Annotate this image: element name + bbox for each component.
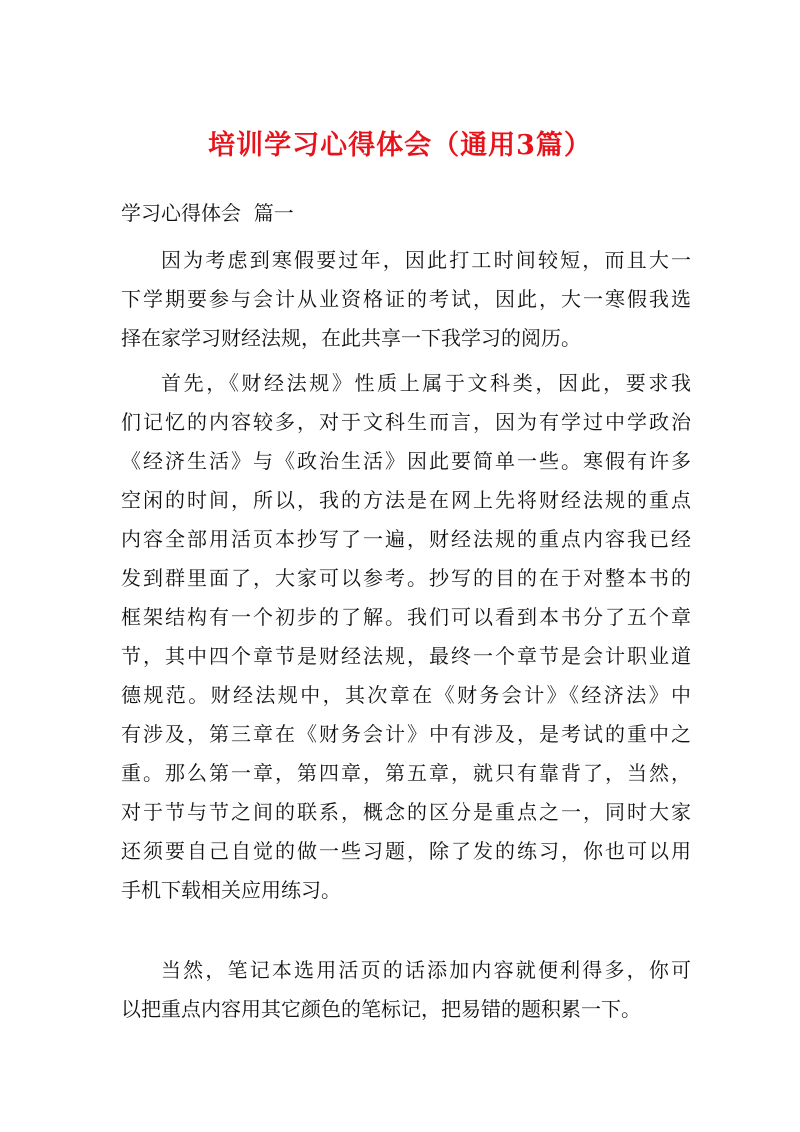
paragraph-line: 有涉及，第三章在《财务会计》中有涉及，是考试的重中之 — [121, 722, 691, 746]
paragraph-line: 当然，笔记本选用活页的话添加内容就便利得多，你可 — [161, 958, 691, 982]
paragraph-line: 手机下载相关应用练习。 — [121, 878, 341, 902]
paragraph-line: 空闲的时间，所以，我的方法是在网上先将财经法规的重点 — [121, 488, 691, 512]
paragraph-2 — [121, 364, 691, 910]
paragraph-line: 内容全部用活页本抄写了一遍，财经法规的重点内容我已经 — [121, 527, 691, 551]
paragraph-1 — [121, 241, 691, 358]
paragraph-line: 节，其中四个章节是财经法规，最终一个章节是会计职业道 — [121, 644, 691, 668]
paragraph-line: 发到群里面了，大家可以参考。抄写的目的在于对整本书的 — [121, 566, 691, 590]
document-title: 培训学习心得体会（通用3篇） — [208, 130, 592, 161]
paragraph-3 — [121, 951, 691, 1029]
paragraph-line: 们记忆的内容较多，对于文科生而言，因为有学过中学政治 — [121, 410, 691, 434]
paragraph-line: 《经济生活》与《政治生活》因此要简单一些。寒假有许多 — [121, 449, 691, 473]
paragraph-line: 因为考虑到寒假要过年，因此打工时间较短，而且大一 — [161, 248, 691, 272]
paragraph-line: 下学期要参与会计从业资格证的考试，因此，大一寒假我选 — [121, 287, 691, 311]
paragraph-line: 对于节与节之间的联系，概念的区分是重点之一，同时大家 — [121, 800, 691, 824]
paragraph-line: 择在家学习财经法规，在此共享一下我学习的阅历。 — [121, 326, 581, 350]
paragraph-line: 首先，《财经法规》性质上属于文科类，因此，要求我 — [161, 371, 691, 395]
paragraph-line: 框架结构有一个初步的了解。我们可以看到本书分了五个章 — [121, 605, 691, 629]
paragraph-line: 德规范。财经法规中，其次章在《财务会计》《经济法》中 — [121, 683, 691, 707]
paragraph-line: 以把重点内容用其它颜色的笔标记，把易错的题积累一下。 — [121, 997, 641, 1021]
section-heading: 学习心得体会 篇一 — [121, 201, 294, 225]
paragraph-line: 还须要自己自觉的做一些习题，除了发的练习，你也可以用 — [121, 839, 691, 863]
paragraph-line: 重。那么第一章，第四章，第五章，就只有靠背了，当然， — [121, 761, 691, 785]
